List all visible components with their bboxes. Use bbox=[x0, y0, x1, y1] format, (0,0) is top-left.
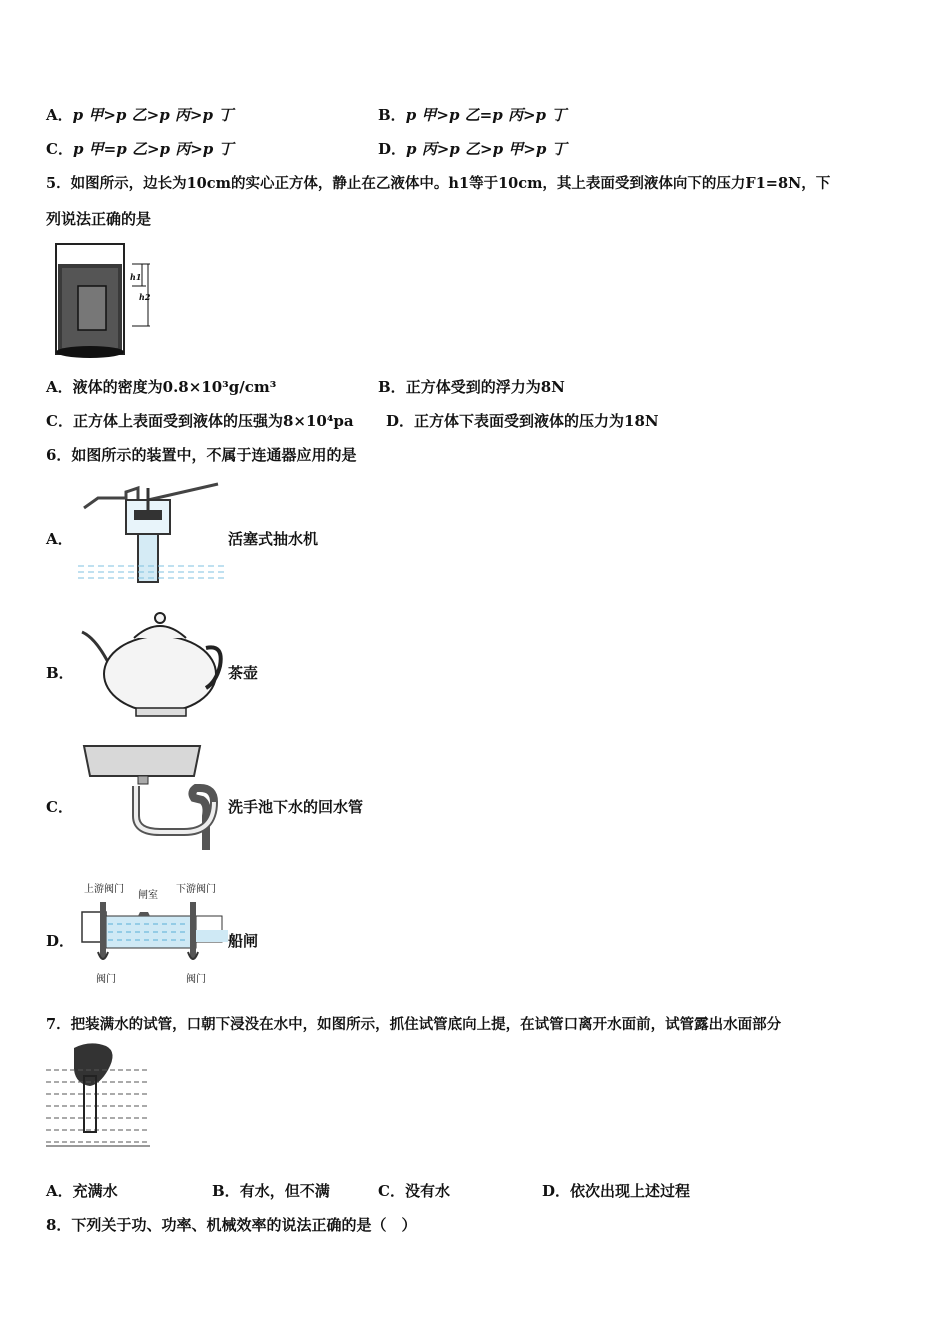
q4-option-d: D．p 丙>p 乙>p 甲>p 丁 bbox=[378, 140, 567, 158]
q5-option-c: C．正方体上表面受到液体的压强为8×10⁴pa bbox=[46, 412, 354, 430]
q4-option-c-text: p 甲=p 乙>p 丙>p 丁 bbox=[72, 140, 234, 158]
q5-option-d-text: 正方体下表面受到液体的压力为18N bbox=[414, 412, 659, 430]
q5-beaker-figure bbox=[50, 238, 162, 362]
q5-h2-label: h2 bbox=[139, 292, 151, 302]
q7-option-b-text: 有水，但不满 bbox=[239, 1182, 330, 1200]
q6-option-a-text: 活塞式抽水机 bbox=[228, 530, 319, 548]
lock-valve-left-label: 阀门 bbox=[96, 974, 116, 985]
q6-option-b-text: 茶壶 bbox=[228, 664, 259, 682]
ship-lock-figure bbox=[78, 894, 228, 974]
q6-stem: 6．如图所示的装置中，不属于连通器应用的是 bbox=[46, 446, 357, 464]
q7-option-d: D．依次出现上述过程 bbox=[542, 1182, 691, 1200]
q6-option-c-text: 洗手池下水的回水管 bbox=[228, 798, 364, 816]
lock-chamber-label: 闸室 bbox=[138, 890, 158, 901]
q4-option-a-text: p 甲>p 乙>p 丙>p 丁 bbox=[72, 106, 234, 124]
q7-option-d-text: 依次出现上述过程 bbox=[570, 1182, 691, 1200]
q7-stem: 7．把装满水的试管，口朝下浸没在水中，如图所示，抓住试管底向上提，在试管口离开水面前，试管露出水面部分 bbox=[46, 1016, 782, 1033]
q5-option-c-text: 正方体上表面受到液体的压强为8×10⁴pa bbox=[72, 412, 354, 430]
q5-option-d: D．正方体下表面受到液体的压力为18N bbox=[386, 412, 659, 430]
q5-stem-line1: 5．如图所示，边长为10cm的实心正方体，静止在乙液体中。h1等于10cm，其上表面受到液体向下的压力F1=8N，下 bbox=[46, 175, 831, 192]
q6-option-b-label: B． bbox=[46, 664, 74, 682]
q6-option-a-label: A． bbox=[46, 530, 73, 548]
q7-option-b: B．有水，但不满 bbox=[212, 1182, 330, 1200]
sink-trap-figure bbox=[80, 742, 226, 854]
q6-option-d-text: 船闸 bbox=[228, 932, 259, 950]
q4-option-b-text: p 甲>p 乙=p 丙>p 丁 bbox=[405, 106, 567, 124]
teapot-figure bbox=[76, 604, 224, 720]
q6-option-d-label: D． bbox=[46, 932, 75, 950]
q4-option-a: A．p 甲>p 乙>p 丙>p 丁 bbox=[46, 106, 234, 124]
q5-stem-line2: 列说法正确的是 bbox=[46, 210, 152, 228]
piston-pump-figure bbox=[78, 478, 226, 588]
q5-h1-label: h1 bbox=[130, 272, 142, 282]
q4-option-c: C．p 甲=p 乙>p 丙>p 丁 bbox=[46, 140, 234, 158]
q5-option-a: A．液体的密度为0.8×10³g/cm³ bbox=[46, 378, 277, 396]
q5-option-b: B．正方体受到的浮力为8N bbox=[378, 378, 565, 396]
q5-option-b-text: 正方体受到的浮力为8N bbox=[405, 378, 565, 396]
lock-downstream-label: 下游阀门 bbox=[176, 884, 216, 895]
q7-option-c-text: 没有水 bbox=[404, 1182, 450, 1200]
q4-option-b: B．p 甲>p 乙=p 丙>p 丁 bbox=[378, 106, 567, 124]
q7-option-c: C．没有水 bbox=[378, 1182, 450, 1200]
test-tube-figure bbox=[46, 1040, 150, 1150]
q6-option-c-label: C． bbox=[46, 798, 73, 816]
lock-valve-right-label: 阀门 bbox=[186, 974, 206, 985]
lock-upstream-label: 上游阀门 bbox=[84, 884, 124, 895]
q5-option-a-text: 液体的密度为0.8×10³g/cm³ bbox=[72, 378, 277, 396]
q7-option-a: A．充满水 bbox=[46, 1182, 118, 1200]
q4-option-d-text: p 丙>p 乙>p 甲>p 丁 bbox=[406, 140, 567, 158]
q7-option-a-text: 充满水 bbox=[72, 1182, 118, 1200]
q8-stem: 8．下列关于功、功率、机械效率的说法正确的是（ ） bbox=[46, 1216, 417, 1234]
